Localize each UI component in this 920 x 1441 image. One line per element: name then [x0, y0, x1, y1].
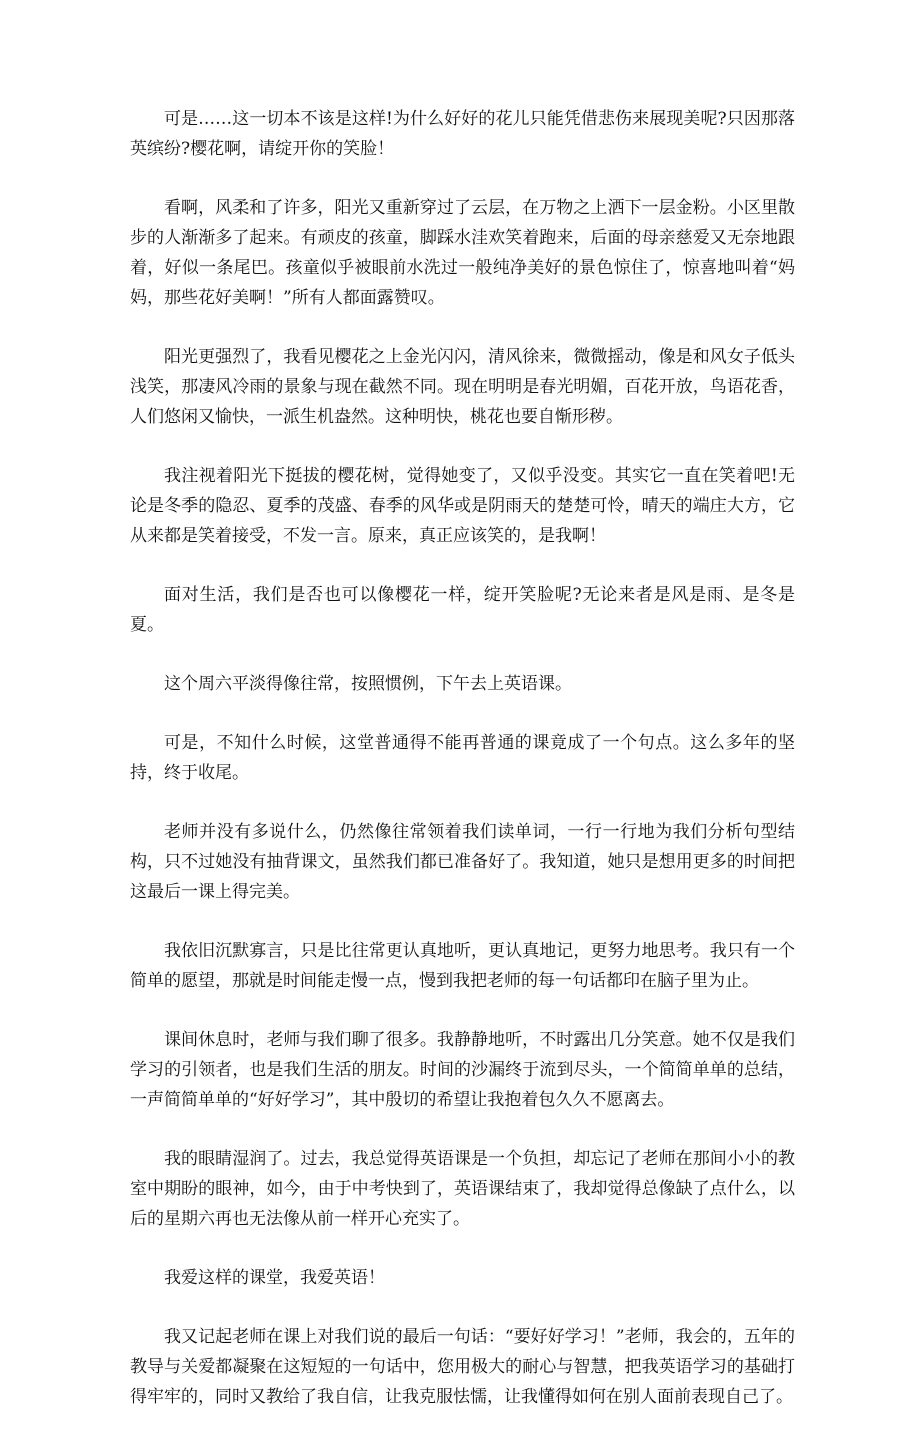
paragraph: 我依旧沉默寡言，只是比往常更认真地听，更认真地记，更努力地思考。我只有一个简单的愿望，那就是时间能走慢一点，慢到我把老师的每一句话都印在脑子里为止。 — [130, 941, 795, 991]
paragraph: 课间休息时，老师与我们聊了很多。我静静地听，不时露出几分笑意。她不仅是我们学习的引领者，也是我们生活的朋友。时间的沙漏终于流到尽头，一个简简单单的总结，一声简简单单的“好好学习”，其中殷切的希望让我抱着包久久不愿离去。 — [130, 1030, 795, 1110]
paragraph: 我的眼睛湿润了。过去，我总觉得英语课是一个负担，却忘记了老师在那间小小的教室中期盼的眼神，如今，由于中考快到了，英语课结束了，我却觉得总像缺了点什么，以后的星期六再也无法像从前一样开心充实了。 — [130, 1149, 795, 1229]
paragraph: 看啊，风柔和了许多，阳光又重新穿过了云层，在万物之上洒下一层金粉。小区里散步的人渐渐多了起来。有顽皮的孩童，脚踩水洼欢笑着跑来，后面的母亲慈爱又无奈地跟着，好似一条尾巴。孩童似乎被眼前水洗过一般纯净美好的景色惊住了，惊喜地叫着“妈妈，那些花好美啊！”所有人都面露赞叹。 — [130, 198, 795, 308]
paragraph: 老师并没有多说什么，仍然像往常领着我们读单词，一行一行地为我们分析句型结构，只不过她没有抽背课文，虽然我们都已准备好了。我知道，她只是想用更多的时间把这最后一课上得完美。 — [130, 822, 795, 902]
paragraph: 面对生活，我们是否也可以像樱花一样，绽开笑脸呢?无论来者是风是雨、是冬是夏。 — [130, 585, 795, 635]
paragraph: 我爱这样的课堂，我爱英语！ — [164, 1268, 385, 1288]
paragraph: 可是，不知什么时候，这堂普通得不能再普通的课竟成了一个句点。这么多年的坚持，终于收尾。 — [130, 733, 795, 783]
paragraph: 可是……这一切本不该是这样!为什么好好的花儿只能凭借悲伤来展现美呢?只因那落英缤纷?樱花啊，请绽开你的笑脸！ — [130, 109, 795, 159]
paragraph: 我又记起老师在课上对我们说的最后一句话：“要好好学习！”老师，我会的，五年的教导与关爱都凝聚在这短短的一句话中，您用极大的耐心与智慧，把我英语学习的基础打得牢牢的，同时又教给了我自信，让我克服怯懦，让我懂得如何在别人面前表现自己了。 — [130, 1327, 795, 1407]
paragraph: 阳光更强烈了，我看见樱花之上金光闪闪，清风徐来，微微摇动，像是和风女子低头浅笑，那凄风冷雨的景象与现在截然不同。现在明明是春光明媚，百花开放，鸟语花香，人们悠闲又愉快，一派生机盎然。这种明快，桃花也要自惭形秽。 — [130, 347, 795, 427]
document-body — [130, 104, 795, 1441]
paragraph: 我注视着阳光下挺拔的樱花树，觉得她变了，又似乎没变。其实它一直在笑着吧!无论是冬季的隐忍、夏季的茂盛、春季的风华或是阴雨天的楚楚可怜，晴天的端庄大方，它从来都是笑着接受，不发一言。原来，真正应该笑的，是我啊！ — [130, 466, 795, 546]
paragraph: 这个周六平淡得像往常，按照惯例，下午去上英语课。 — [164, 674, 572, 694]
